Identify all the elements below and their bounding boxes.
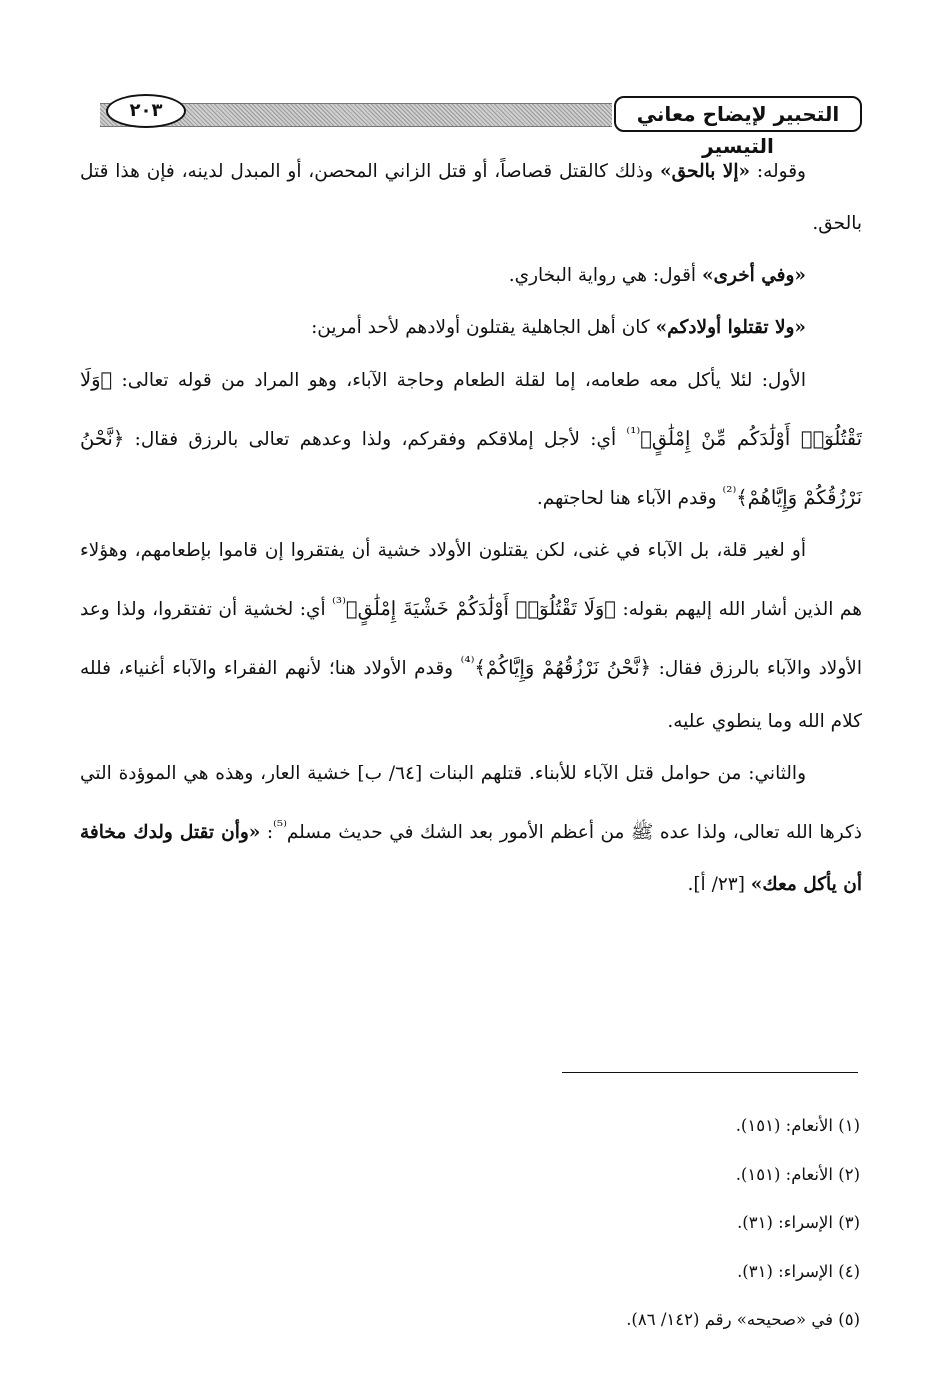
text-span: أو لغير قلة، بل الآباء في غنى، لكن يقتلون الأولاد خشية أن يفتقروا إن قاموا بإطعامهم، وهؤلاء هم الذين أشار الله إليهم بقوله: [80, 540, 862, 621]
footnote-2: (٢) الأنعام: (١٥١). [735, 1164, 860, 1184]
text-span: وقدم الآباء هنا لحاجتهم. [536, 488, 723, 510]
text-span: كان أهل الجاهلية يقتلون أولادهم لأحد أمرين: [311, 317, 656, 338]
text-span: وقوله: [750, 161, 806, 182]
main-text [80, 146, 862, 911]
quran-verse: ﴿نَّحْنُ نَرْزُقُهُمْ وَإِيَّاكُمْ﴾ [474, 656, 652, 680]
footnote-ref: ⁽⁵⁾ [273, 816, 287, 835]
book-title: التحبير لإيضاح معاني التيسير [614, 96, 862, 132]
paragraph-2 [80, 250, 862, 302]
quran-verse: ﴿وَلَا تَقْتُلُوٓا۟ أَوْلَٰدَكُم مِّنْ إِمْلَٰقٍ﴾ [80, 368, 862, 451]
quoted-phrase: «ولا تقتلوا أولادكم» [655, 317, 806, 338]
paragraph-1 [80, 146, 862, 250]
footnote-ref: ⁽²⁾ [722, 483, 737, 502]
quran-verse: ﴿نَّحْنُ نَرْزُقُكُمْ وَإِيَّاهُمْ﴾ [80, 427, 862, 510]
text-span: الأول: لئلا يأكل معه طعامه، إما لقلة الطعام وحاجة الآباء، وهو المراد من قوله تعالى: [112, 370, 806, 391]
paragraph-5 [80, 525, 862, 747]
footnote-ref: ⁽³⁾ [332, 594, 346, 613]
footnote-ref: ⁽¹⁾ [626, 424, 641, 442]
text-span: : [260, 821, 274, 843]
footnote-separator [562, 1072, 858, 1073]
hadith-quote: «وأن تقتل ولدك مخافة أن يأكل معك» [80, 821, 862, 895]
text-span: والثاني: من حوامل قتل الآباء للأبناء. قتلهم البنات [٦٤/ ب] خشية العار، وهذه هي الموؤدة التي ذكرها الله تعالى، ولذا عده ﷺ من أعظم الأمور بعد الشك في حديث مسلم [80, 762, 862, 843]
paragraph-3 [80, 302, 862, 354]
text-span: أي: لأجل إملاقكم وفقركم، ولذا وعدهم تعالى بالرزق فقال: [124, 429, 627, 451]
footnote-1: (١) الأنعام: (١٥١). [735, 1116, 860, 1135]
text-span: أي: لخشية أن تفتقروا، ولذا وعد الأولاد والآباء بالرزق فقال: [80, 599, 862, 680]
text-span: وذلك كالقتل قصاصاً، أو قتل الزاني المحصن، أو المبدل لدينه، فإن هذا قتل بالحق. [80, 161, 862, 234]
page-number: ٢٠٣ [106, 94, 186, 128]
footnote-3: (٣) الإسراء: (٣١). [737, 1213, 860, 1232]
quoted-phrase: «وفي أخرى» [701, 265, 806, 286]
footnote-ref: ⁽⁴⁾ [460, 653, 475, 672]
quran-verse: ﴿وَلَا تَقْتُلُوٓا۟ أَوْلَٰدَكُمْ خَشْيَةَ إِمْلَٰقٍ﴾ [345, 597, 616, 621]
page-header [100, 96, 862, 158]
text-span: [٢٣/ أ]. [687, 873, 751, 895]
footnote-4: (٤) الإسراء: (٣١). [737, 1261, 860, 1281]
text-span: أقول: هي رواية البخاري. [508, 265, 702, 286]
text-span: وقدم الأولاد هنا؛ لأنهم الفقراء والآباء أغنياء، فلله كلام الله وما ينطوي عليه. [80, 658, 862, 732]
quoted-phrase: «إلا بالحق» [660, 161, 751, 182]
paragraph-6 [80, 748, 862, 911]
footnotes [380, 1102, 860, 1345]
footnote-5: (٥) في «صحيحه» رقم (١٤٢/ ٨٦). [626, 1310, 860, 1329]
paragraph-4 [80, 354, 862, 525]
